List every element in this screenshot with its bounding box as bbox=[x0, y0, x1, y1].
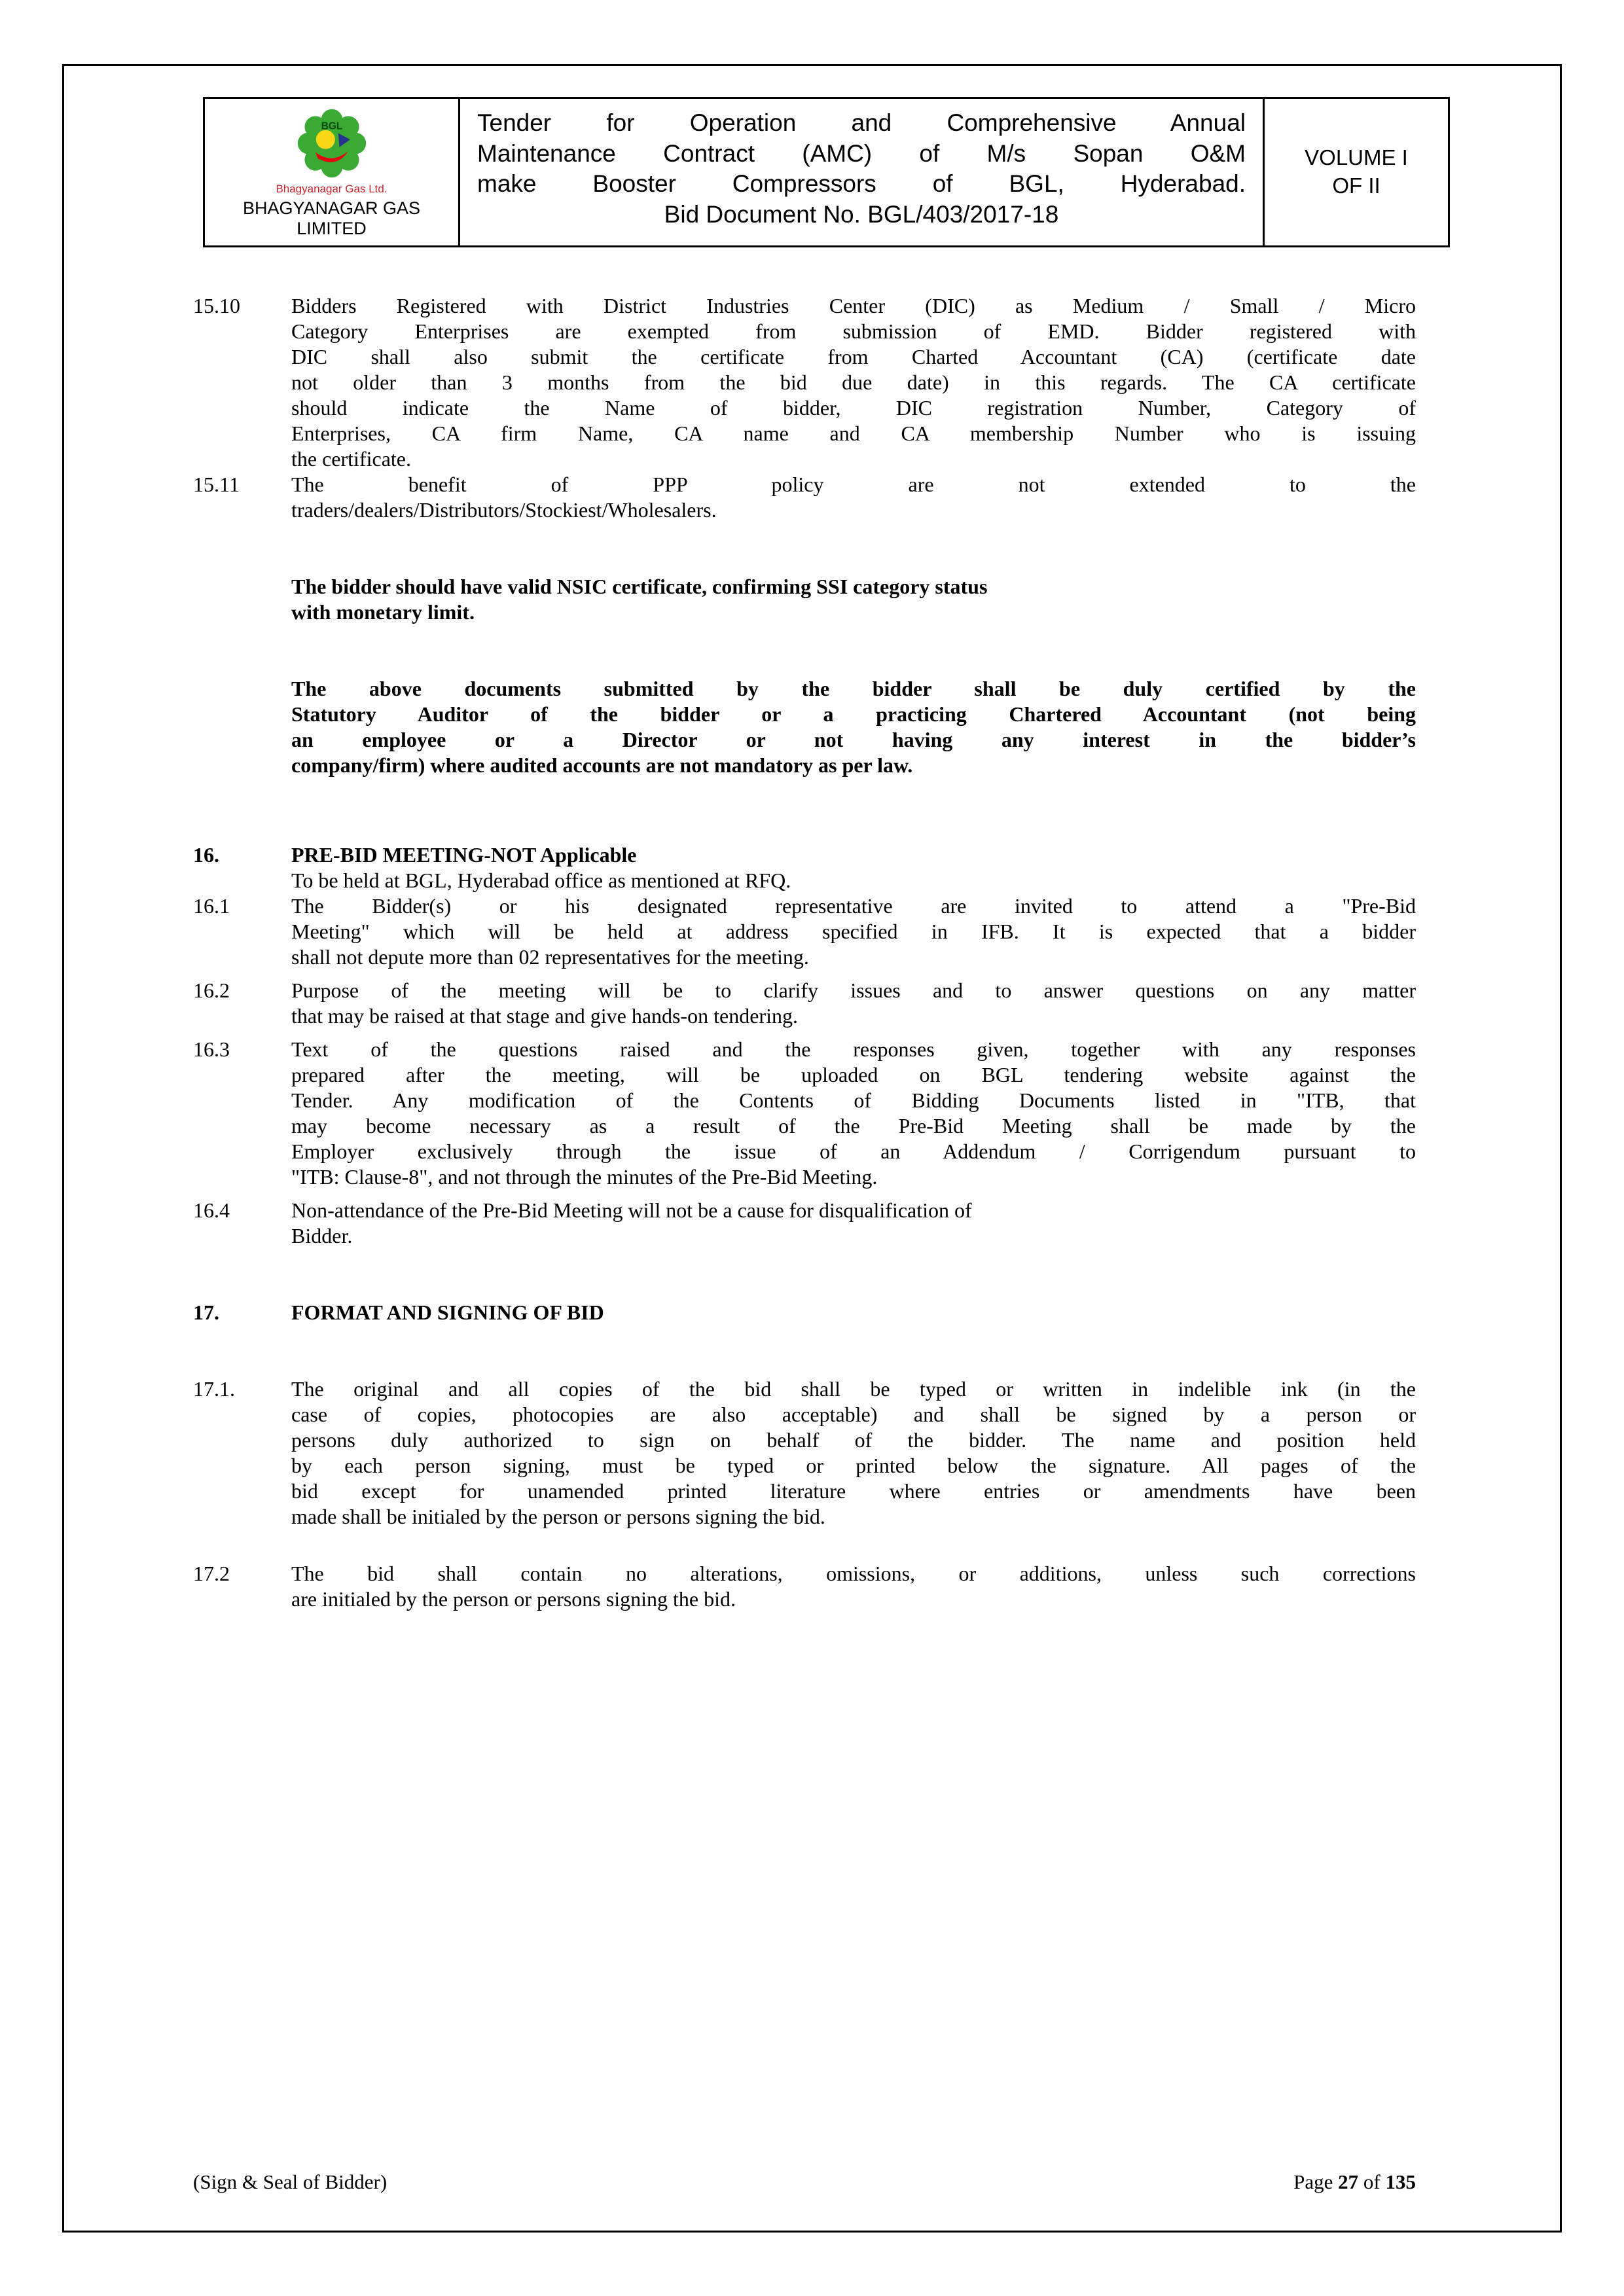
clause-line: The bid shall contain no alterations, omissions, or additions, unless such corrections bbox=[291, 1562, 1416, 1585]
clause-line: The bidder should have valid NSIC certificate, confirming SSI category status bbox=[291, 575, 988, 598]
clause-line: The above documents submitted by the bidder shall be duly certified by the bbox=[291, 677, 1416, 700]
page-indicator bbox=[1293, 2170, 1416, 2194]
clause-line: PRE-BID MEETING-NOT Applicable bbox=[291, 843, 637, 867]
bid-document-number: Bid Document No. BGL/403/2017-18 bbox=[664, 200, 1059, 228]
clause-number: 17.1. bbox=[193, 1377, 235, 1401]
tender-title-line: Maintenance Contract (AMC) of M/s Sopan O&M bbox=[477, 139, 1246, 167]
clause-number: 17. bbox=[193, 1300, 219, 1324]
volume-line2: OF II bbox=[1332, 173, 1380, 198]
clause-line: The Bidder(s) or his designated representative are invited to attend a "Pre-Bid bbox=[291, 894, 1416, 918]
clause-line: company/firm) where audited accounts are not mandatory as per law. bbox=[291, 753, 913, 777]
tender-title-cell bbox=[460, 99, 1265, 245]
clause-17 bbox=[193, 1300, 1416, 1325]
clause-16.1 bbox=[193, 893, 1416, 970]
clause-line: should indicate the Name of bidder, DIC registration Number, Category of bbox=[291, 396, 1416, 420]
volume-cell bbox=[1265, 99, 1448, 245]
tender-title-line: Tender for Operation and Comprehensive Annual bbox=[477, 109, 1246, 136]
paragraph bbox=[193, 676, 1416, 778]
clause-line: with monetary limit. bbox=[291, 600, 475, 624]
page-footer bbox=[193, 2170, 1416, 2194]
tender-title-line: make Booster Compressors of BGL, Hyderabad. bbox=[477, 170, 1246, 198]
clause-number: 16.2 bbox=[193, 978, 230, 1002]
clause-line: Purpose of the meeting will be to clarify issues and to answer questions on any matter bbox=[291, 978, 1416, 1002]
clause-line: case of copies, photocopies are also acceptable) and shall be signed by a person or bbox=[291, 1403, 1416, 1426]
paragraph bbox=[193, 868, 1416, 893]
clause-line: that may be raised at that stage and give hands-on tendering. bbox=[291, 1004, 798, 1028]
sign-seal-label: (Sign & Seal of Bidder) bbox=[193, 2170, 388, 2193]
volume-line1: VOLUME I bbox=[1305, 145, 1408, 170]
clause-line: Non-attendance of the Pre-Bid Meeting will not be a cause for disqualification of bbox=[291, 1198, 972, 1222]
clause-number: 15.10 bbox=[193, 294, 240, 317]
clause-line: To be held at BGL, Hyderabad office as mentioned at RFQ. bbox=[291, 869, 791, 892]
clause-16.3 bbox=[193, 1037, 1416, 1190]
page-prefix: Page bbox=[1293, 2170, 1333, 2193]
clause-line: shall not depute more than 02 representatives for the meeting. bbox=[291, 945, 809, 969]
org-name-line1: BHAGYANAGAR GAS bbox=[242, 198, 421, 218]
clause-number: 16.4 bbox=[193, 1198, 230, 1222]
clause-16.2 bbox=[193, 978, 1416, 1029]
clause-line: Meeting" which will be held at address specified in IFB. It is expected that a bidder bbox=[291, 920, 1416, 943]
clause-17.2 bbox=[193, 1561, 1416, 1612]
clause-line: bid except for unamended printed literature where entries or amendments have been bbox=[291, 1479, 1416, 1503]
clause-line: Bidders Registered with District Industries Center (DIC) as Medium / Small / Micro bbox=[291, 294, 1416, 317]
page-of: of bbox=[1363, 2170, 1380, 2193]
clause-15.10 bbox=[193, 293, 1416, 472]
clause-line: traders/dealers/Distributors/Stockiest/Wholesalers. bbox=[291, 498, 717, 522]
logo-monogram: BGL bbox=[321, 120, 342, 132]
clause-number: 16.3 bbox=[193, 1037, 230, 1061]
clause-number: 16. bbox=[193, 843, 219, 867]
clause-line: are initialed by the person or persons signing the bid. bbox=[291, 1587, 736, 1611]
page-number: 27 bbox=[1338, 2170, 1359, 2193]
clause-line: Enterprises, CA firm Name, CA name and CA membership Number who is issuing bbox=[291, 422, 1416, 445]
logo-caption: Bhagyanagar Gas Ltd. bbox=[276, 183, 388, 195]
clause-line: Tender. Any modification of the Contents of Bidding Documents listed in "ITB, that bbox=[291, 1088, 1416, 1112]
logo-sun-shape bbox=[316, 130, 334, 149]
paragraph bbox=[193, 574, 1416, 625]
clause-line: prepared after the meeting, will be uploaded on BGL tendering website against the bbox=[291, 1063, 1416, 1086]
clause-number: 15.11 bbox=[193, 473, 240, 496]
total-pages: 135 bbox=[1385, 2170, 1416, 2193]
clause-line: The original and all copies of the bid shall be typed or written in indelible ink (in the bbox=[291, 1377, 1416, 1401]
clause-number: 17.2 bbox=[193, 1562, 230, 1585]
clause-list bbox=[193, 293, 1416, 1612]
clause-line: Category Enterprises are exempted from submission of EMD. Bidder registered with bbox=[291, 319, 1416, 343]
clause-line: The benefit of PPP policy are not extended to the bbox=[291, 473, 1416, 496]
clause-line: Statutory Auditor of the bidder or a practicing Chartered Accountant (not being bbox=[291, 702, 1416, 726]
clause-line: DIC shall also submit the certificate from Charted Accountant (CA) (certificate date bbox=[291, 345, 1416, 368]
clause-16 bbox=[193, 842, 1416, 868]
clause-line: may become necessary as a result of the Pre-Bid Meeting shall be made by the bbox=[291, 1114, 1416, 1138]
clause-line: "ITB: Clause-8", and not through the minutes of the Pre-Bid Meeting. bbox=[291, 1165, 878, 1189]
clause-line: an employee or a Director or not having any interest in the bidder’s bbox=[291, 728, 1416, 751]
clause-line: Employer exclusively through the issue of an Addendum / Corrigendum pursuant to bbox=[291, 1139, 1416, 1163]
clause-15.11 bbox=[193, 472, 1416, 523]
clause-line: by each person signing, must be typed or printed below the signature. All pages of the bbox=[291, 1454, 1416, 1477]
clause-line: Bidder. bbox=[291, 1224, 353, 1247]
bgl-flower-logo-icon bbox=[294, 105, 370, 181]
header-table bbox=[203, 97, 1450, 247]
clause-line: made shall be initialed by the person or persons signing the bid. bbox=[291, 1505, 825, 1528]
clause-line: FORMAT AND SIGNING OF BID bbox=[291, 1300, 604, 1324]
clause-line: the certificate. bbox=[291, 447, 411, 471]
clause-line: Text of the questions raised and the responses given, together with any responses bbox=[291, 1037, 1416, 1061]
logo-cell bbox=[205, 99, 460, 245]
clause-17.1 bbox=[193, 1376, 1416, 1530]
clause-number: 16.1 bbox=[193, 894, 230, 918]
clause-line: not older than 3 months from the bid due date) in this regards. The CA certificate bbox=[291, 370, 1416, 394]
clause-line: persons duly authorized to sign on behalf of the bidder. The name and position held bbox=[291, 1428, 1416, 1452]
org-name-line2: LIMITED bbox=[297, 219, 367, 239]
clause-16.4 bbox=[193, 1198, 1416, 1249]
